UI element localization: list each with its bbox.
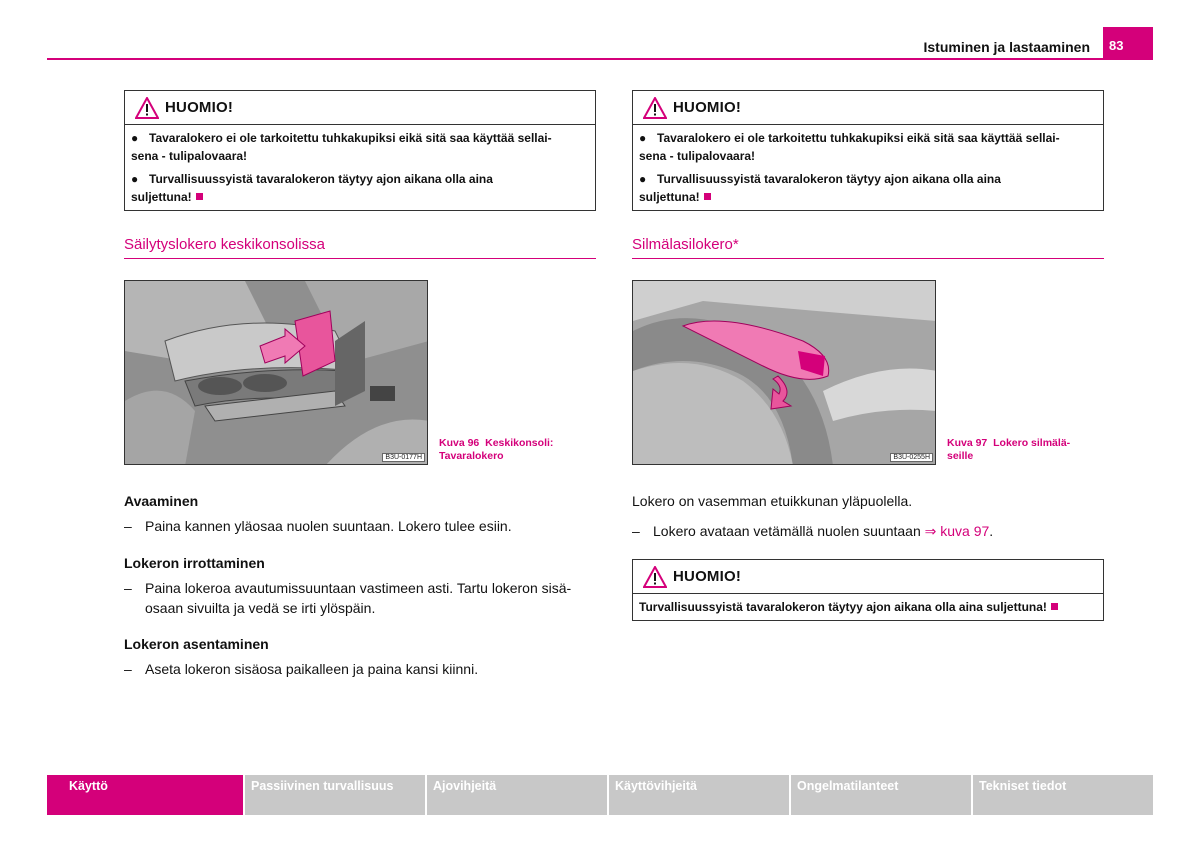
warning-box-right-top bbox=[632, 90, 1104, 211]
glasses-compartment-illustration bbox=[633, 281, 936, 465]
section-title-console: Säilytyslokero keskikonsolissa bbox=[124, 236, 596, 259]
figure-code: B3U-0177H bbox=[382, 453, 425, 462]
step-item: – Paina lokeroa avautumissuuntaan vastimeen asti. Tartu lokeron sisä- osaan sivuilta ja vedä se irti ylöspäin. bbox=[124, 580, 572, 616]
tab-tekniset-tiedot[interactable]: Tekniset tiedot bbox=[973, 775, 1153, 815]
end-square-icon bbox=[1051, 603, 1058, 610]
console-illustration bbox=[125, 281, 428, 465]
bullet-icon: ● bbox=[639, 131, 647, 145]
warning-triangle-icon bbox=[643, 566, 667, 588]
tab-kaytto[interactable]: Käyttö bbox=[47, 775, 243, 815]
footer-nav bbox=[47, 775, 1153, 815]
bullet-icon: ● bbox=[639, 172, 647, 186]
warning-box-left bbox=[124, 90, 596, 211]
warning-body bbox=[125, 125, 595, 210]
step-item: – Lokero avataan vetämällä nuolen suuntaan ⇒ kuva 97. bbox=[632, 523, 994, 539]
page-number: 83 bbox=[1103, 27, 1153, 60]
step-item: – Paina kannen yläosaa nuolen suuntaan. Lokero tulee esiin. bbox=[124, 518, 512, 534]
warning-header bbox=[125, 91, 595, 125]
bullet-icon: ● bbox=[131, 172, 139, 186]
warning-title: HUOMIO! bbox=[165, 99, 234, 116]
warning-header bbox=[633, 560, 1103, 594]
step-item: – Aseta lokeron sisäosa paikalleen ja paina kansi kiinni. bbox=[124, 661, 479, 677]
figure-console-storage bbox=[124, 280, 428, 465]
warning-triangle-icon bbox=[643, 97, 667, 119]
subheading-removing: Lokeron irrottaminen bbox=[124, 555, 265, 571]
section-title-glasses: Silmälasilokero* bbox=[632, 236, 1104, 259]
warning-title: HUOMIO! bbox=[673, 568, 742, 585]
warning-item: ● Turvallisuussyistä tavaralokeron täytyy ajon aikana olla aina suljettuna! bbox=[639, 172, 1001, 204]
warning-body bbox=[633, 594, 1103, 620]
subheading-opening: Avaaminen bbox=[124, 493, 199, 509]
intro-text: Lokero on vasemman etuikkunan yläpuolella. bbox=[632, 493, 913, 509]
header-rule bbox=[47, 58, 1153, 60]
figure-reference-link[interactable]: ⇒ kuva 97 bbox=[924, 523, 990, 539]
warning-item: ● Tavaralokero ei ole tarkoitettu tuhkakupiksi eikä sitä saa käyttää sellai- sena - tulipalovaara! bbox=[639, 131, 1060, 163]
bullet-icon: ● bbox=[131, 131, 139, 145]
figure-glasses-storage bbox=[632, 280, 936, 465]
figure-code: B3U-0255H bbox=[890, 453, 933, 462]
warning-body bbox=[633, 125, 1103, 210]
figure-caption: Kuva 96 Keskikonsoli: Tavaralokero bbox=[439, 437, 554, 462]
tab-kayttovihjeita[interactable]: Käyttövihjeitä bbox=[609, 775, 789, 815]
warning-triangle-icon bbox=[135, 97, 159, 119]
subheading-installing: Lokeron asentaminen bbox=[124, 636, 269, 652]
tab-ajovihjeita[interactable]: Ajovihjeitä bbox=[427, 775, 607, 815]
tab-passiivinen-turvallisuus[interactable]: Passiivinen turvallisuus bbox=[245, 775, 425, 815]
end-square-icon bbox=[704, 193, 711, 200]
warning-header bbox=[633, 91, 1103, 125]
warning-item: ● Tavaralokero ei ole tarkoitettu tuhkakupiksi eikä sitä saa käyttää sellai- sena - tulipalovaara! bbox=[131, 131, 552, 163]
warning-box-right-bottom bbox=[632, 559, 1104, 621]
warning-item: ● Turvallisuussyistä tavaralokeron täytyy ajon aikana olla aina suljettuna! bbox=[131, 172, 493, 204]
running-header: Istuminen ja lastaaminen bbox=[923, 39, 1090, 55]
end-square-icon bbox=[196, 193, 203, 200]
warning-item: Turvallisuussyistä tavaralokeron täytyy ajon aikana olla aina suljettuna! bbox=[639, 598, 1097, 616]
warning-title: HUOMIO! bbox=[673, 99, 742, 116]
tab-ongelmatilanteet[interactable]: Ongelmatilanteet bbox=[791, 775, 971, 815]
figure-caption: Kuva 97 Lokero silmälä- seille bbox=[947, 437, 1071, 462]
